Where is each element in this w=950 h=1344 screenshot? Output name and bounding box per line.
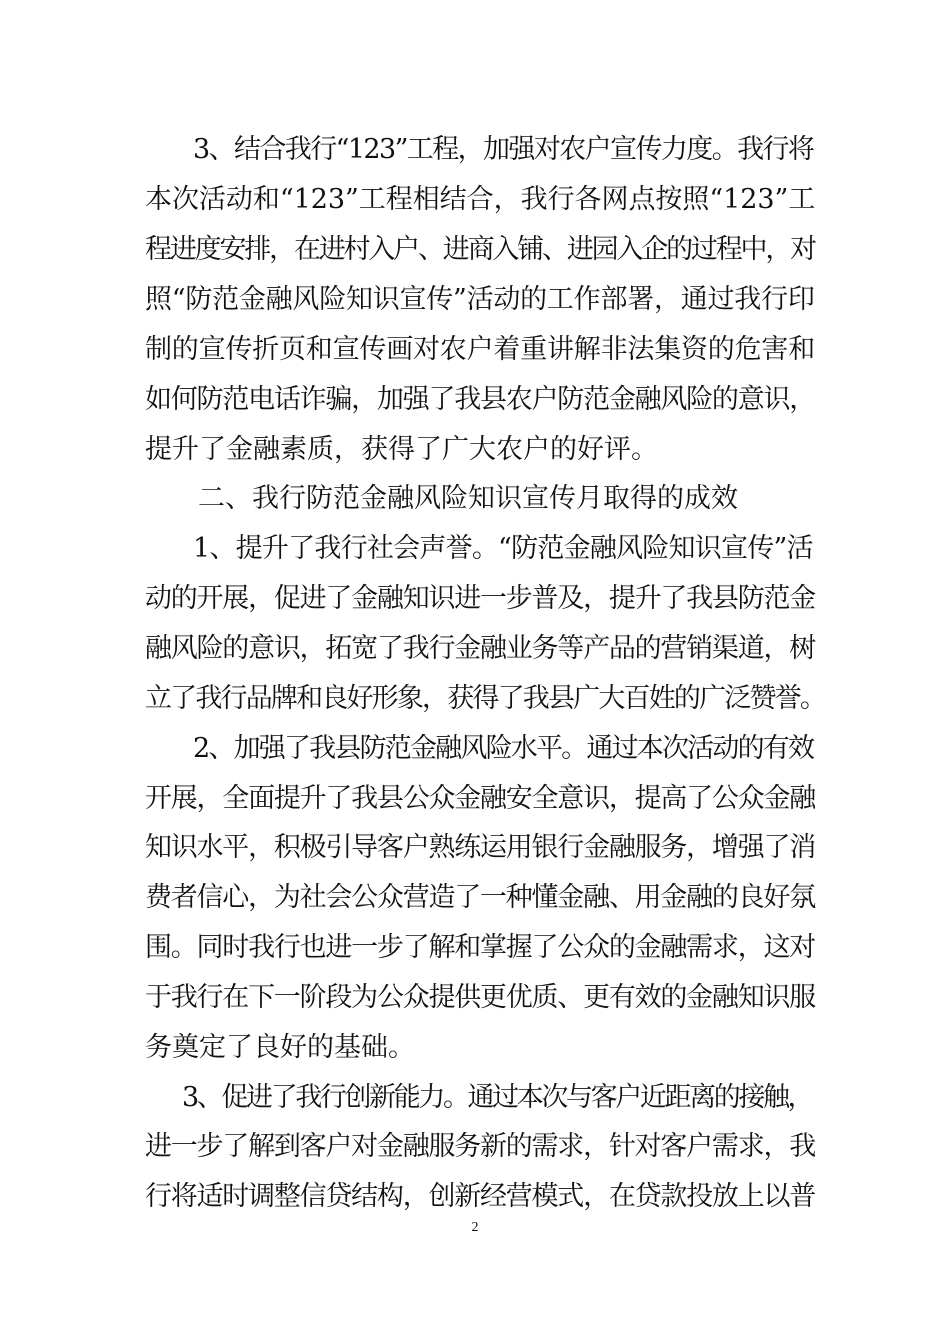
page-number: 2 [471,1220,479,1235]
body-line: 3、结合我行“123”工程，加强对农户宣传力度。我行将 [193,134,814,165]
body-line: 动的开展，促进了金融知识进一步普及，提升了我县防范金 [145,583,815,614]
body-line: 提升了金融素质，获得了广大农户的好评。 [145,434,658,465]
body-line: 费者信心，为社会公众营造了一种懂金融、用金融的良好氛 [145,882,815,913]
body-line: 2、加强了我县防范金融风险水平。通过本次活动的有效 [193,733,814,764]
body-line: 开展，全面提升了我县公众金融安全意识，提高了公众金融 [145,783,815,814]
body-line: 本次活动和“123”工程相结合，我行各网点按照“123”工 [145,184,816,215]
body-line: 务奠定了良好的基础。 [145,1032,415,1063]
body-line: 知识水平，积极引导客户熟练运用银行金融服务，增强了消 [145,832,815,863]
body-line: 立了我行品牌和良好形象，获得了我县广大百姓的广泛赞誉。 [145,683,825,714]
body-line: 1、提升了我行社会声誉。“防范金融风险知识宣传”活 [193,533,813,564]
body-line: 进一步了解到客户对金融服务新的需求，针对客户需求，我 [145,1131,815,1162]
body-line: 程进度安排，在进村入户、进商入铺、进园入企的过程中，对 [145,234,815,265]
body-line: 融风险的意识，拓宽了我行金融业务等产品的营销渠道，树 [145,633,815,664]
body-line: 行将适时调整信贷结构，创新经营模式，在贷款投放上以普 [145,1181,815,1212]
body-line: 围。同时我行也进一步了解和掌握了公众的金融需求，这对 [145,932,815,963]
body-line: 照“防范金融风险知识宣传”活动的工作部署，通过我行印 [145,284,815,315]
body-line: 于我行在下一阶段为公众提供更优质、更有效的金融知识服 [145,982,815,1013]
body-line: 如何防范电话诈骗，加强了我县农户防范金融风险的意识， [145,384,815,415]
body-line: 3、促进了我行创新能力。通过本次与客户近距离的接触， [182,1082,813,1113]
section-heading: 二、我行防范金融风险知识宣传月取得的成效 [198,483,738,514]
body-line: 制的宣传折页和宣传画对农户着重讲解非法集资的危害和 [145,334,815,365]
